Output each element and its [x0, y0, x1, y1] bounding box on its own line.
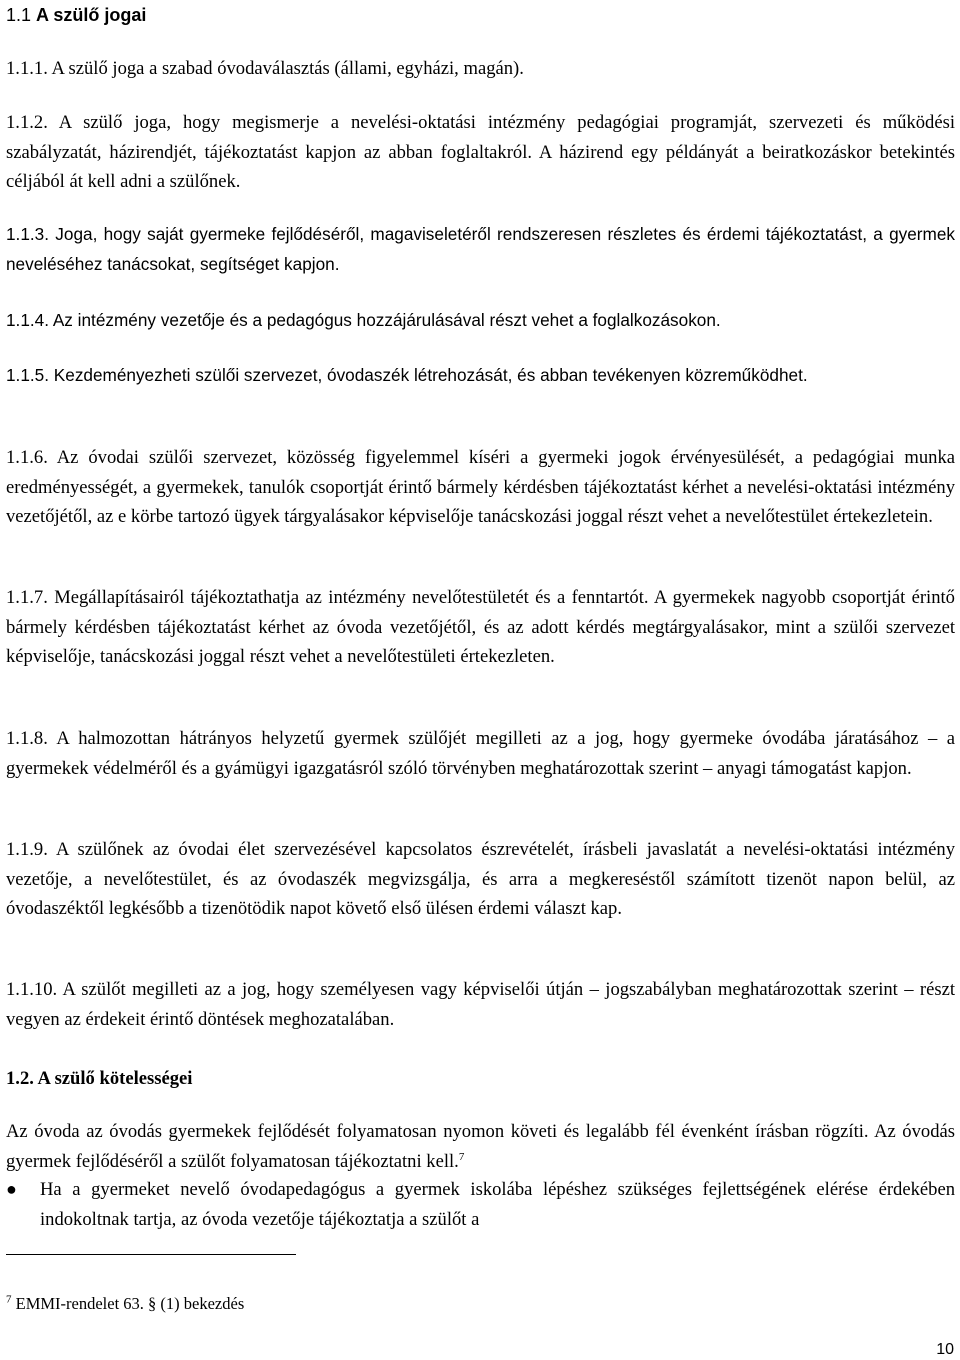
paragraph-1-1-2 — [6, 108, 955, 197]
item-text: A szülő joga a szabad óvodaválasztás (állami, egyházi, magán). — [51, 58, 524, 79]
item-text: Kezdeményezheti szülői szervezet, óvodaszék létrehozását, és abban tevékenyen közreműködhet. — [53, 365, 808, 385]
item-text: A szülő joga, hogy megismerje a nevelési-oktatási intézmény pedagógiai programját, szervezeti és működési szabályzatát, házirendjét, tájékoztatást kapjon az abban foglaltakról. A házirend egy példányát a beiratkozáskor betekintés céljából át kell adni a szülőnek. — [6, 112, 956, 192]
bullet-text: Ha a gyermeket nevelő óvodapedagógus a gyermek iskolába lépéshez szükséges fejlettségének elérése érdekében indokoltnak tartja, az óvoda vezetője tájékoztatja a szülőt a — [40, 1179, 955, 1230]
paragraph-1-1-1 — [6, 54, 955, 84]
item-text: A szülőt megilleti az a jog, hogy személyesen vagy képviselői útján – jogszabályban meghatározottak szerint – részt vegyen az érdekeit érintő döntések meghozatalában. — [6, 979, 955, 1030]
item-number: 1.1.9. — [6, 839, 48, 860]
footnote — [6, 1293, 244, 1315]
paragraph-1-1-10 — [6, 975, 955, 1034]
bullet-icon: ● — [6, 1179, 17, 1199]
paragraph-1-1-4 — [6, 306, 955, 336]
paragraph-1-1-7 — [6, 583, 955, 672]
section-title: A szülő kötelességei — [37, 1068, 193, 1089]
item-number: 1.1.2. — [6, 112, 48, 133]
item-text: A halmozottan hátrányos helyzetű gyermek szülőjét megilleti az a jog, hogy gyermeke óvodába járatásához – a gyermekek védelméről és a gyámügyi igazgatásról szóló törvényben meghatározottak szerint – anyagi támogatást kapjon. — [6, 728, 955, 779]
section-number: 1.2. — [6, 1068, 34, 1089]
item-number: 1.1.10. — [6, 979, 58, 1000]
paragraph-1-1-5 — [6, 361, 955, 391]
section-heading-szulo-kotelessegei — [6, 1066, 955, 1092]
item-text: Az óvodai szülői szervezet, közösség figyelemmel kíséri a gyermeki jogok érvényesülését, a pedagógiai munka eredményességét, a gyermekek, tanulók csoportját érintő bármely kérdésben tájékoztatást kérhet a nevelési-oktatási intézmény vezetőjétől, az e körbe tartozó ügyek tárgyalásakor képviselője tanácskozási joggal részt vehet a nevelőtestület értekezletein. — [6, 447, 956, 527]
item-text: Megállapításairól tájékoztathatja az intézmény nevelőtestületét és a fenntartót. A gyermekek nagyobb csoportját érintő bármely kérdésben tájékoztatást kérhet az óvoda vezetőjétől, és az adott kérdés megtárgyalásakor, mint a szülői szervezet képviselője, tanácskozási joggal részt vehet a nevelőtestületi értekezleten. — [6, 587, 955, 667]
item-text: A szülőnek az óvodai élet szervezésével kapcsolatos észrevételét, írásbeli javaslatát a nevelési-oktatási intézmény vezetője, a nevelőtestület, és az óvodaszék megvizsgálja, és arra a megkereséstől számított tizenöt napon belül, az óvodaszéktől legkésőbb a tizenötödik napot követő első ülésen érdemi választ kap. — [6, 839, 956, 919]
paragraph-1-1-3 — [6, 220, 955, 279]
paragraph-1-1-8 — [6, 724, 955, 783]
section-heading-szulo-jogai — [6, 2, 955, 28]
section-title: A szülő jogai — [36, 5, 147, 25]
page-number: 10 — [936, 1341, 954, 1358]
footnote-mark: 7 — [6, 1293, 12, 1306]
footnote-divider — [6, 1254, 296, 1255]
footnote-text: EMMI-rendelet 63. § (1) bekezdés — [15, 1294, 245, 1313]
item-text: Az intézmény vezetője és a pedagógus hozzájárulásával részt vehet a foglalkozásokon. — [52, 310, 721, 330]
footnote-reference: 7 — [458, 1150, 465, 1163]
item-number: 1.1.4. — [6, 310, 50, 330]
paragraph-text: Az óvoda az óvodás gyermekek fejlődését folyamatosan nyomon követi és legalább fél évenként írásban rögzíti. Az óvodás gyermek fejlődéséről a szülőt folyamatosan tájékoztatni kell. — [6, 1121, 955, 1172]
item-text: Joga, hogy saját gyermeke fejlődéséről, magaviseletéről rendszeresen részletes és érdemi tájékoztatást, a gyermek neveléséhez tanácsokat, segítséget kapjon. — [6, 224, 955, 274]
bullet-item — [6, 1175, 955, 1234]
item-number: 1.1.6. — [6, 447, 48, 468]
item-number: 1.1.7. — [6, 587, 48, 608]
paragraph-kotelessegek — [6, 1117, 955, 1176]
paragraph-1-1-9 — [6, 835, 955, 924]
item-number: 1.1.5. — [6, 365, 50, 385]
item-number: 1.1.1. — [6, 58, 48, 79]
section-number: 1.1 — [6, 5, 32, 25]
item-number: 1.1.3. — [6, 224, 50, 244]
paragraph-1-1-6 — [6, 443, 955, 532]
item-number: 1.1.8. — [6, 728, 48, 749]
